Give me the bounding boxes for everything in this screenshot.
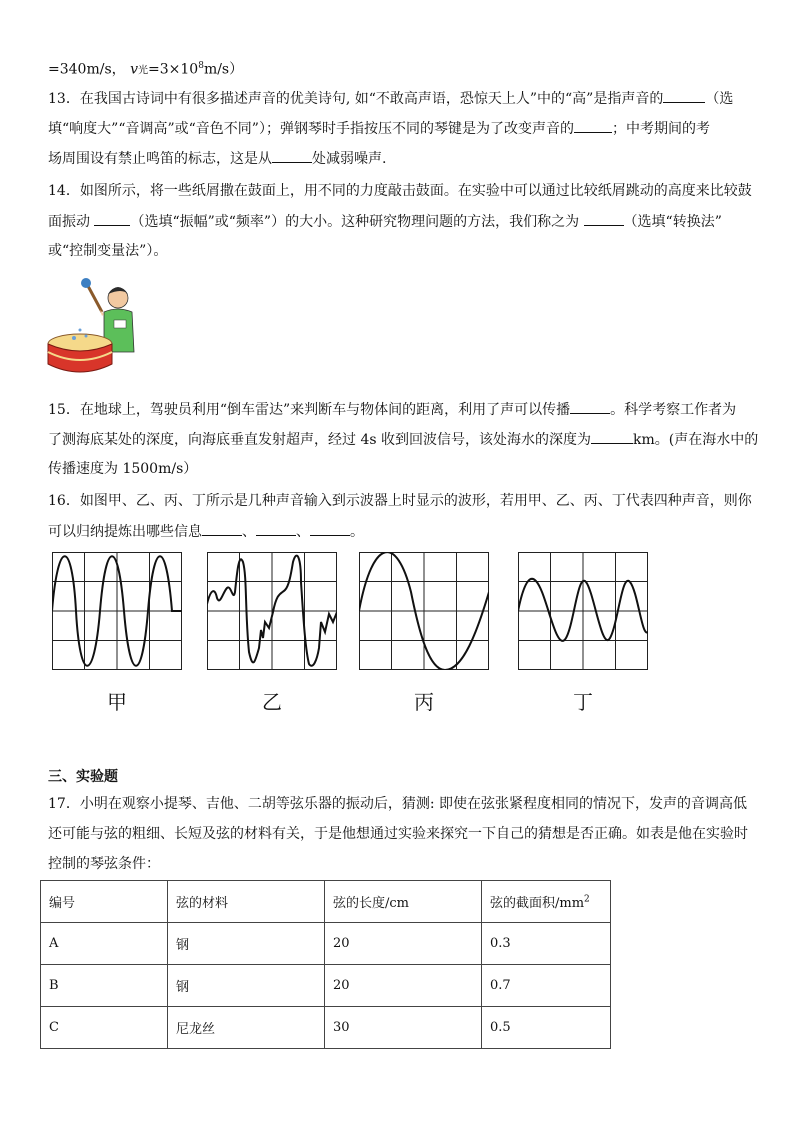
waveform-jia xyxy=(52,552,182,670)
paper-bit xyxy=(79,329,82,332)
waveform-label-ding: 丁 xyxy=(573,690,593,714)
q15-text-3: 传播速度为 1500m/s） xyxy=(48,461,198,477)
light-speed-text: =3×10 xyxy=(148,61,199,78)
q16-text-2-end: 。 xyxy=(350,524,364,540)
q17-text-3: 控制的琴弦条件： xyxy=(48,856,160,872)
question-17-line-2 xyxy=(48,824,748,844)
question-15-line-2 xyxy=(48,429,758,450)
question-14-line-1 xyxy=(48,181,752,201)
v-symbol: v xyxy=(130,61,139,78)
table-row xyxy=(41,965,611,1007)
answer-blank[interactable] xyxy=(272,148,312,163)
answer-blank[interactable] xyxy=(574,118,612,133)
answer-blank[interactable] xyxy=(310,521,350,536)
separator: 、 xyxy=(296,524,310,540)
q13-text-1-end: （选 xyxy=(705,91,734,107)
q13-text-3-end: 处减弱噪声. xyxy=(312,151,387,167)
header-superscript: 2 xyxy=(584,894,590,905)
exponent: 8 xyxy=(198,61,204,71)
q15-text-1: 15．在地球上，驾驶员利用“倒车雷达”来判断车与物体间的距离，利用了声可以传播 xyxy=(48,402,571,418)
answer-blank[interactable] xyxy=(663,88,705,103)
table-cell: 20 xyxy=(325,965,482,1007)
drum-illustration xyxy=(44,272,144,382)
q14-text-3: 或“控制变量法”）。 xyxy=(48,243,168,259)
question-16-line-1 xyxy=(48,491,752,511)
table-row xyxy=(41,1007,611,1049)
q13-text-2-end: ；中考期间的考 xyxy=(611,121,710,137)
question-16-line-2 xyxy=(48,521,364,542)
q15-text-2: 了测海底某处的深度，向海底垂直发射超声，经过 4s 收到回波信号，该处海水的深度为 xyxy=(48,432,591,448)
shirt-badge xyxy=(114,320,126,328)
answer-blank[interactable] xyxy=(202,521,242,536)
paper-bit xyxy=(72,336,76,340)
q16-text-1: 16．如图甲、乙、丙、丁所示是几种声音输入到示波器上时显示的波形，若用甲、乙、丙、丁代表四种声音，则你 xyxy=(48,493,752,509)
waveform-label-yi: 乙 xyxy=(262,690,282,714)
answer-blank[interactable] xyxy=(584,211,624,226)
q14-text-2-mid: （选填“振幅”或“频率”）的大小。这种研究物理问题的方法，我们称之为 xyxy=(130,214,580,230)
answer-blank[interactable] xyxy=(570,399,610,414)
q14-text-2-end: （选填“转换法” xyxy=(623,214,722,230)
question-13-line-1 xyxy=(48,88,733,109)
q17-text-1: 17．小明在观察小提琴、吉他、二胡等弦乐器的振动后，猜测: 即使在弦张紧程度相同的情况下，发声的音调高低 xyxy=(48,796,747,812)
table-header-row xyxy=(41,881,611,923)
answer-blank[interactable] xyxy=(591,429,633,444)
question-17-line-3 xyxy=(48,854,160,874)
question-14-line-3 xyxy=(48,241,167,261)
separator: 、 xyxy=(242,524,256,540)
unit-text: m/s） xyxy=(203,61,244,78)
question-13-line-2 xyxy=(48,118,710,139)
header-cell xyxy=(482,881,611,923)
q14-text-1: 14．如图所示，将一些纸屑撒在鼓面上，用不同的力度敲击鼓面。在实验中可以通过比较纸屑跳动的高度来比较鼓 xyxy=(48,183,752,199)
q15-text-2-end: km。(声在海水中的 xyxy=(633,432,759,448)
question-13-line-3 xyxy=(48,148,386,169)
table-row xyxy=(41,923,611,965)
waveform-ding xyxy=(518,552,648,670)
speed-line xyxy=(48,56,243,82)
header-cell: 弦的材料 xyxy=(168,881,325,923)
table-cell: 30 xyxy=(325,1007,482,1049)
table-cell: B xyxy=(41,965,168,1007)
q15-text-1-end: 。科学考察工作者为 xyxy=(610,402,737,418)
header-cell-text: 弦的截面积/mm xyxy=(490,896,585,911)
drumstick-head xyxy=(81,278,91,288)
string-conditions-table xyxy=(40,880,611,1049)
table-cell: 0.7 xyxy=(482,965,611,1007)
question-17-line-1 xyxy=(48,794,747,814)
table-cell: 0.5 xyxy=(482,1007,611,1049)
q17-text-2: 还可能与弦的粗细、长短及弦的材料有关，于是他想通过实验来探究一下自己的猜想是否正确。如表是他在实验时 xyxy=(48,826,748,842)
table-cell: 尼龙丝 xyxy=(168,1007,325,1049)
answer-blank[interactable] xyxy=(94,211,130,226)
q14-text-2: 面振动 xyxy=(48,214,90,230)
table-cell: 钢 xyxy=(168,965,325,1007)
waveform-label-bing: 丙 xyxy=(414,690,434,714)
table-cell: 钢 xyxy=(168,923,325,965)
header-cell: 编号 xyxy=(41,881,168,923)
q16-text-2: 可以归纳提炼出哪些信息 xyxy=(48,524,202,540)
q13-text-2: 填“响度大”“音调高”或“音色不同”）；弹钢琴时手指按压不同的琴键是为了改变声音的 xyxy=(48,121,574,137)
answer-blank[interactable] xyxy=(256,521,296,536)
q13-text-1: 13．在我国古诗词中有很多描述声音的优美诗句, 如“不敢高声语，恐惊天上人”中的“高”是指声音的 xyxy=(48,91,664,107)
table-cell: A xyxy=(41,923,168,965)
sound-speed-text: =340m/s， xyxy=(48,61,126,78)
table-cell: 0.3 xyxy=(482,923,611,965)
paper-bit xyxy=(85,335,88,338)
drumstick xyxy=(88,286,102,312)
question-15-line-3 xyxy=(48,459,197,479)
header-cell: 弦的长度/cm xyxy=(325,881,482,923)
light-subscript: 光 xyxy=(138,65,149,77)
question-15-line-1 xyxy=(48,399,736,420)
waveform-bing xyxy=(359,552,489,670)
waveform-label-jia: 甲 xyxy=(107,690,127,714)
section-title: 三、实验题 xyxy=(48,769,118,785)
q13-text-3: 场周围设有禁止鸣笛的标志，这是从 xyxy=(48,151,272,167)
table-cell: C xyxy=(41,1007,168,1049)
question-14-line-2 xyxy=(48,211,722,232)
waveform-yi xyxy=(207,552,337,670)
table-cell: 20 xyxy=(325,923,482,965)
